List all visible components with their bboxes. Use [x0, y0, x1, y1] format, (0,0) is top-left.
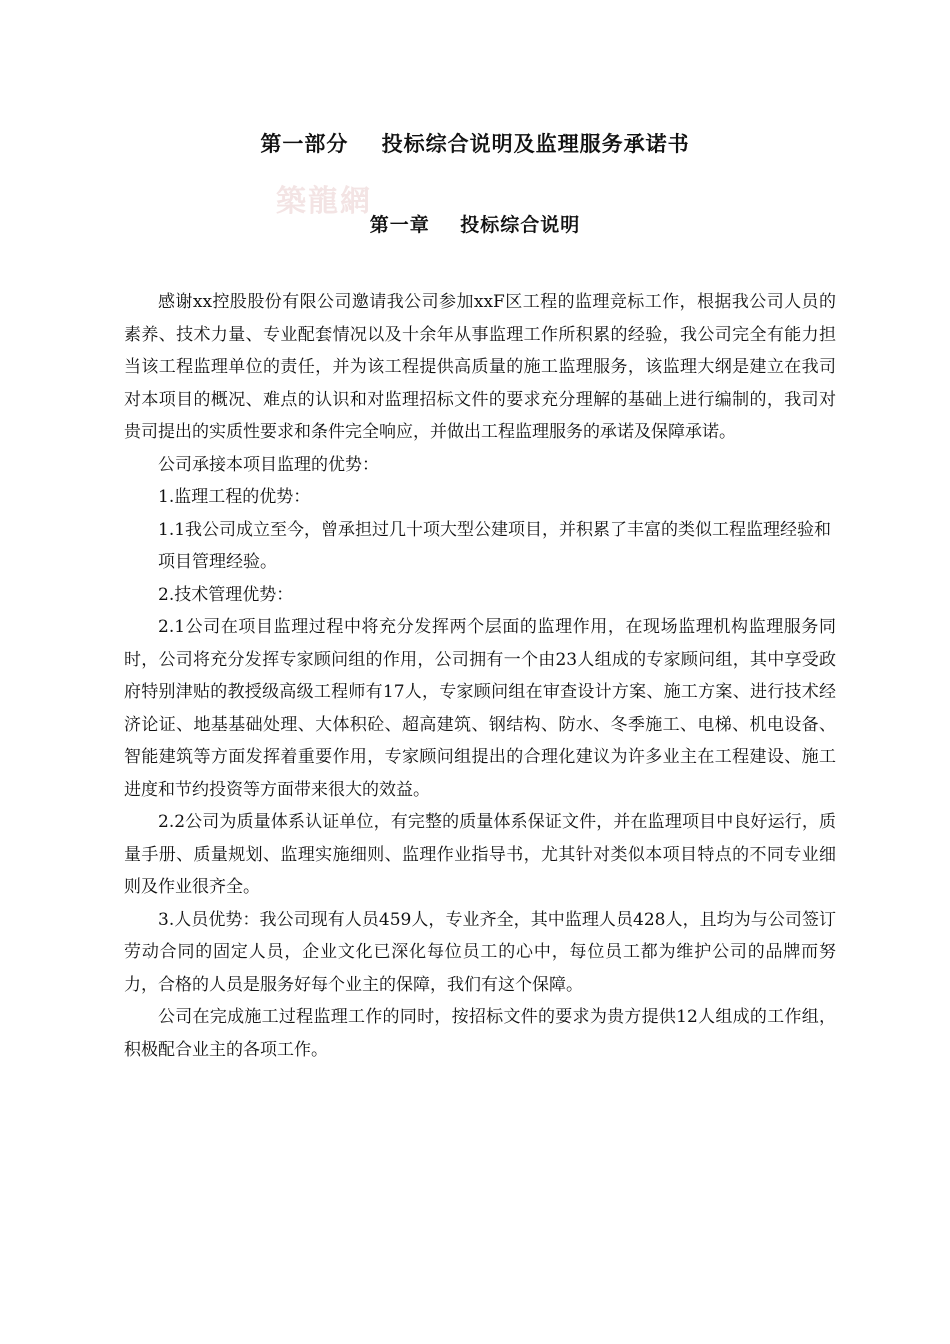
chapter-title: 第一章 投标综合说明 [369, 214, 581, 236]
paragraph-section-3: 3.人员优势：我公司现有人员459人，专业齐全，其中监理人员428人，且均为与公司签订劳动合同的固定人员，企业文化已深化每位员工的心中，每位员工都为维护公司的品牌而努力，合格的人员是服务好每个业主的保障，我们有这个保障。 [124, 909, 836, 995]
paragraph-intro: 感谢xx控股股份有限公司邀请我公司参加xxF区工程的监理竞标工作，根据我公司人员的素养、技术力量、专业配套情况以及十余年从事监理工作所积累的经验，我公司完全有能力担当该工程监理单位的责任，并为该工程提供高质量的施工监理服务，该监理大纲是建立在我司对本项目的概况、难点的认识和对监理招标文件的要求充分理解的基础上进行编制的，我司对贵司提出的实质性要求和条件完全响应，并做出工程监理服务的承诺及保障承诺。 [124, 292, 836, 442]
paragraph-section-2-2: 2.2公司为质量体系认证单位，有完整的质量体系保证文件，并在监理项目中良好运行，质量手册、质量规划、监理实施细则、监理作业指导书，尤其针对类似本项目特点的不同专业细则及作业很齐全。 [124, 812, 836, 897]
paragraph-closing: 公司在完成施工过程监理工作的同时，按招标文件的要求为贵方提供12人组成的工作组，积极配合业主的各项工作。 [124, 1007, 836, 1060]
watermark-logo: 築龍網 [276, 184, 372, 219]
paragraph-advantages-heading: 公司承接本项目监理的优势： [158, 454, 379, 475]
paragraph-section-2-heading: 2.技术管理优势： [158, 584, 294, 605]
paragraph-section-1-heading: 1.监理工程的优势： [158, 487, 311, 507]
paragraph-section-2-1: 2.1公司在项目监理过程中将充分发挥两个层面的监理作用，在现场监理机构监理服务同时，公司将充分发挥专家顾问组的作用，公司拥有一个由23人组成的专家顾问组，其中享受政府特别津贴的教授级高级工程师有17人，专家顾问组在审查设计方案、施工方案、进行技术经济论证、地基基础处理、大体积砼、超高建筑、钢结构、防水、冬季施工、电梯、机电设备、智能建筑等方面发挥着重要作用，专家顾问组提出的合理化建议为许多业主在工程建设、施工进度和节约投资等方面带来很大的效益。 [124, 617, 836, 800]
part-title: 第一部分 投标综合说明及监理服务承诺书 [260, 132, 690, 156]
paragraph-section-1-1: 1.1我公司成立至今，曾承担过几十项大型公建项目，并积累了丰富的类似工程监理经验和项目管理经验。 [158, 519, 832, 572]
body-text [124, 286, 836, 1066]
